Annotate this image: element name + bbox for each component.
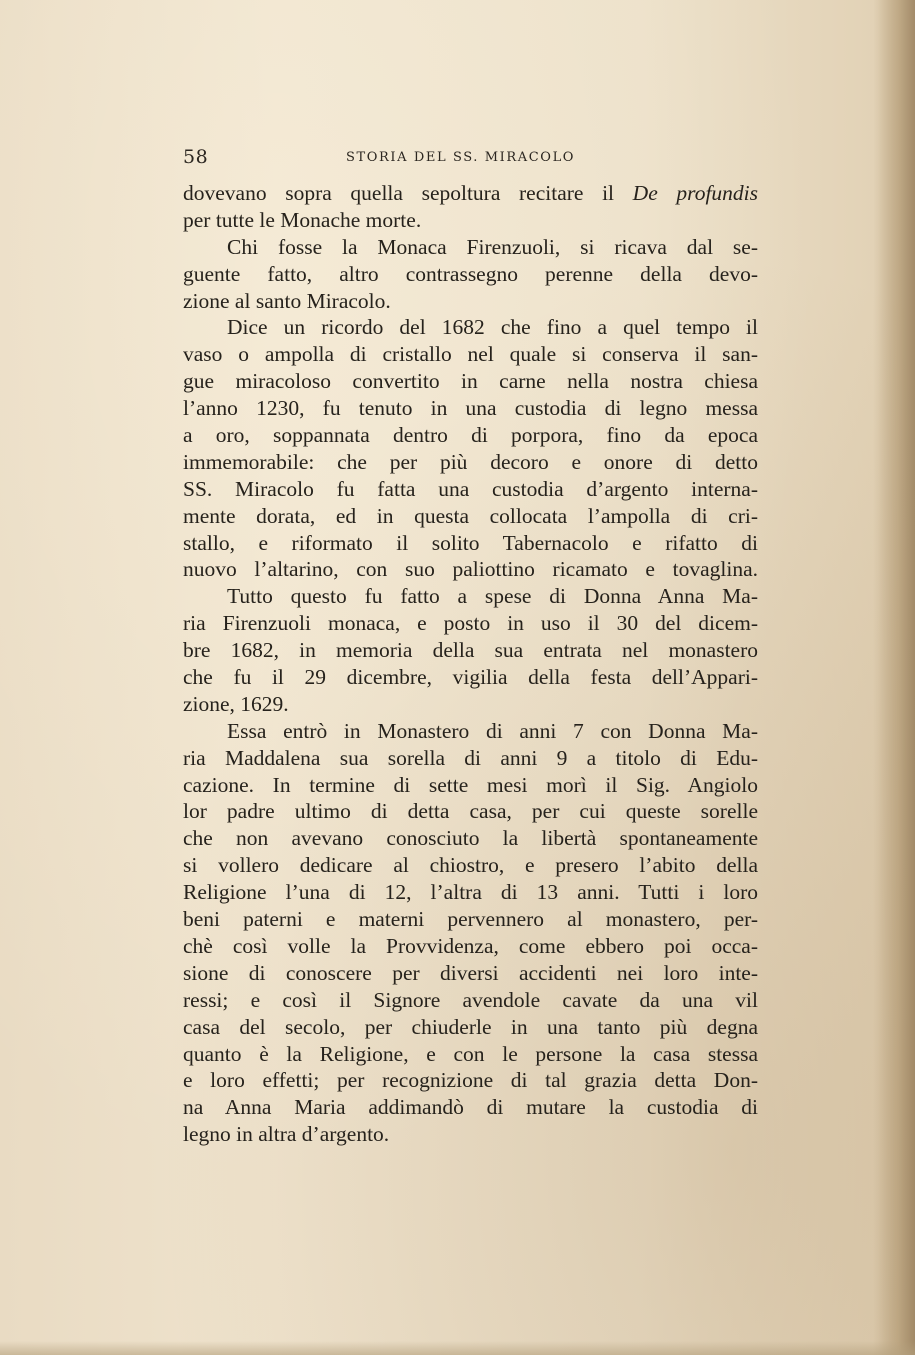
- running-head: STORIA DEL SS. MIRACOLO: [346, 150, 576, 165]
- text-line: bre 1682, in memoria della sua entrata nel monastero: [183, 638, 758, 663]
- body-text: [183, 180, 758, 1148]
- text-line: zione, 1629.: [183, 691, 289, 716]
- text-line: vaso o ampolla di cristallo nel quale si conserva il san-: [183, 342, 758, 367]
- text-line: che non avevano conosciuto la libertà spontaneamente: [183, 826, 758, 851]
- text-line: lor padre ultimo di detta casa, per cui queste sorelle: [183, 799, 758, 824]
- text-line: a oro, soppannata dentro di porpora, fino da epoca: [183, 423, 758, 448]
- text-line: per tutte le Monache morte.: [183, 207, 422, 232]
- text-line: Essa entrò in Monastero di anni 7 con Donna Ma-: [227, 718, 758, 743]
- text-line: che fu il 29 dicembre, vigilia della festa dell’Appari-: [183, 665, 758, 690]
- text-line: mente dorata, ed in questa collocata l’ampolla di cri-: [183, 503, 758, 528]
- text-line: e loro effetti; per recognizione di tal grazia detta Don-: [183, 1068, 758, 1093]
- text-line: si vollero dedicare al chiostro, e presero l’abito della: [183, 853, 758, 878]
- text-line: quanto è la Religione, e con le persone la casa stessa: [183, 1041, 758, 1066]
- page-header: [183, 146, 758, 170]
- text-line: cazione. In termine di sette mesi morì il Sig. Angiolo: [183, 772, 758, 797]
- text-line: casa del secolo, per chiuderle in una tanto più degna: [183, 1014, 758, 1039]
- text-line: gue miracoloso convertito in carne nella nostra chiesa: [183, 369, 758, 394]
- text-line: na Anna Maria addimandò di mutare la custodia di: [183, 1095, 758, 1120]
- text-line: SS. Miracolo fu fatta una custodia d’argento interna-: [183, 476, 758, 501]
- page-bottom-edge: [0, 1341, 915, 1355]
- text-line: sione di conoscere per diversi accidenti nei loro inte-: [183, 960, 758, 985]
- text-line: guente fatto, altro contrassegno perenne della devo-: [183, 261, 758, 286]
- text-line: dovevano sopra quella sepoltura recitare il De profundis: [183, 181, 759, 205]
- text-line: beni paterni e materni pervennero al monastero, per-: [183, 907, 758, 932]
- text-line: Dice un ricordo del 1682 che fino a quel tempo il: [227, 315, 758, 340]
- text-line: nuovo l’altarino, con suo paliottino ricamato e tovaglina.: [183, 557, 758, 582]
- text-line: chè così volle la Provvidenza, come ebbero poi occa-: [183, 933, 758, 958]
- text-line: legno in altra d’argento.: [183, 1122, 390, 1147]
- italic-phrase: De profundis: [632, 181, 759, 205]
- text-line: ria Maddalena sua sorella di anni 9 a titolo di Edu-: [183, 745, 758, 770]
- text-line: immemorabile: che per più decoro e onore di detto: [183, 449, 758, 474]
- text-line: Chi fosse la Monaca Firenzuoli, si ricava dal se-: [227, 234, 758, 259]
- text-line: l’anno 1230, fu tenuto in una custodia di legno messa: [183, 396, 758, 421]
- text-line: stallo, e riformato il solito Tabernacolo e rifatto di: [183, 530, 758, 555]
- text-line: Tutto questo fu fatto a spese di Donna Anna Ma-: [227, 584, 758, 609]
- text-line: zione al santo Miracolo.: [183, 288, 391, 313]
- page-number: 58: [183, 146, 209, 168]
- text-line: ria Firenzuoli monaca, e posto in uso il 30 del dicem-: [183, 611, 758, 636]
- page-edge-shadow: [873, 0, 915, 1355]
- text-line: Religione l’una di 12, l’altra di 13 anni. Tutti i loro: [183, 880, 758, 905]
- text-line: ressi; e così il Signore avendole cavate da una vil: [183, 987, 758, 1012]
